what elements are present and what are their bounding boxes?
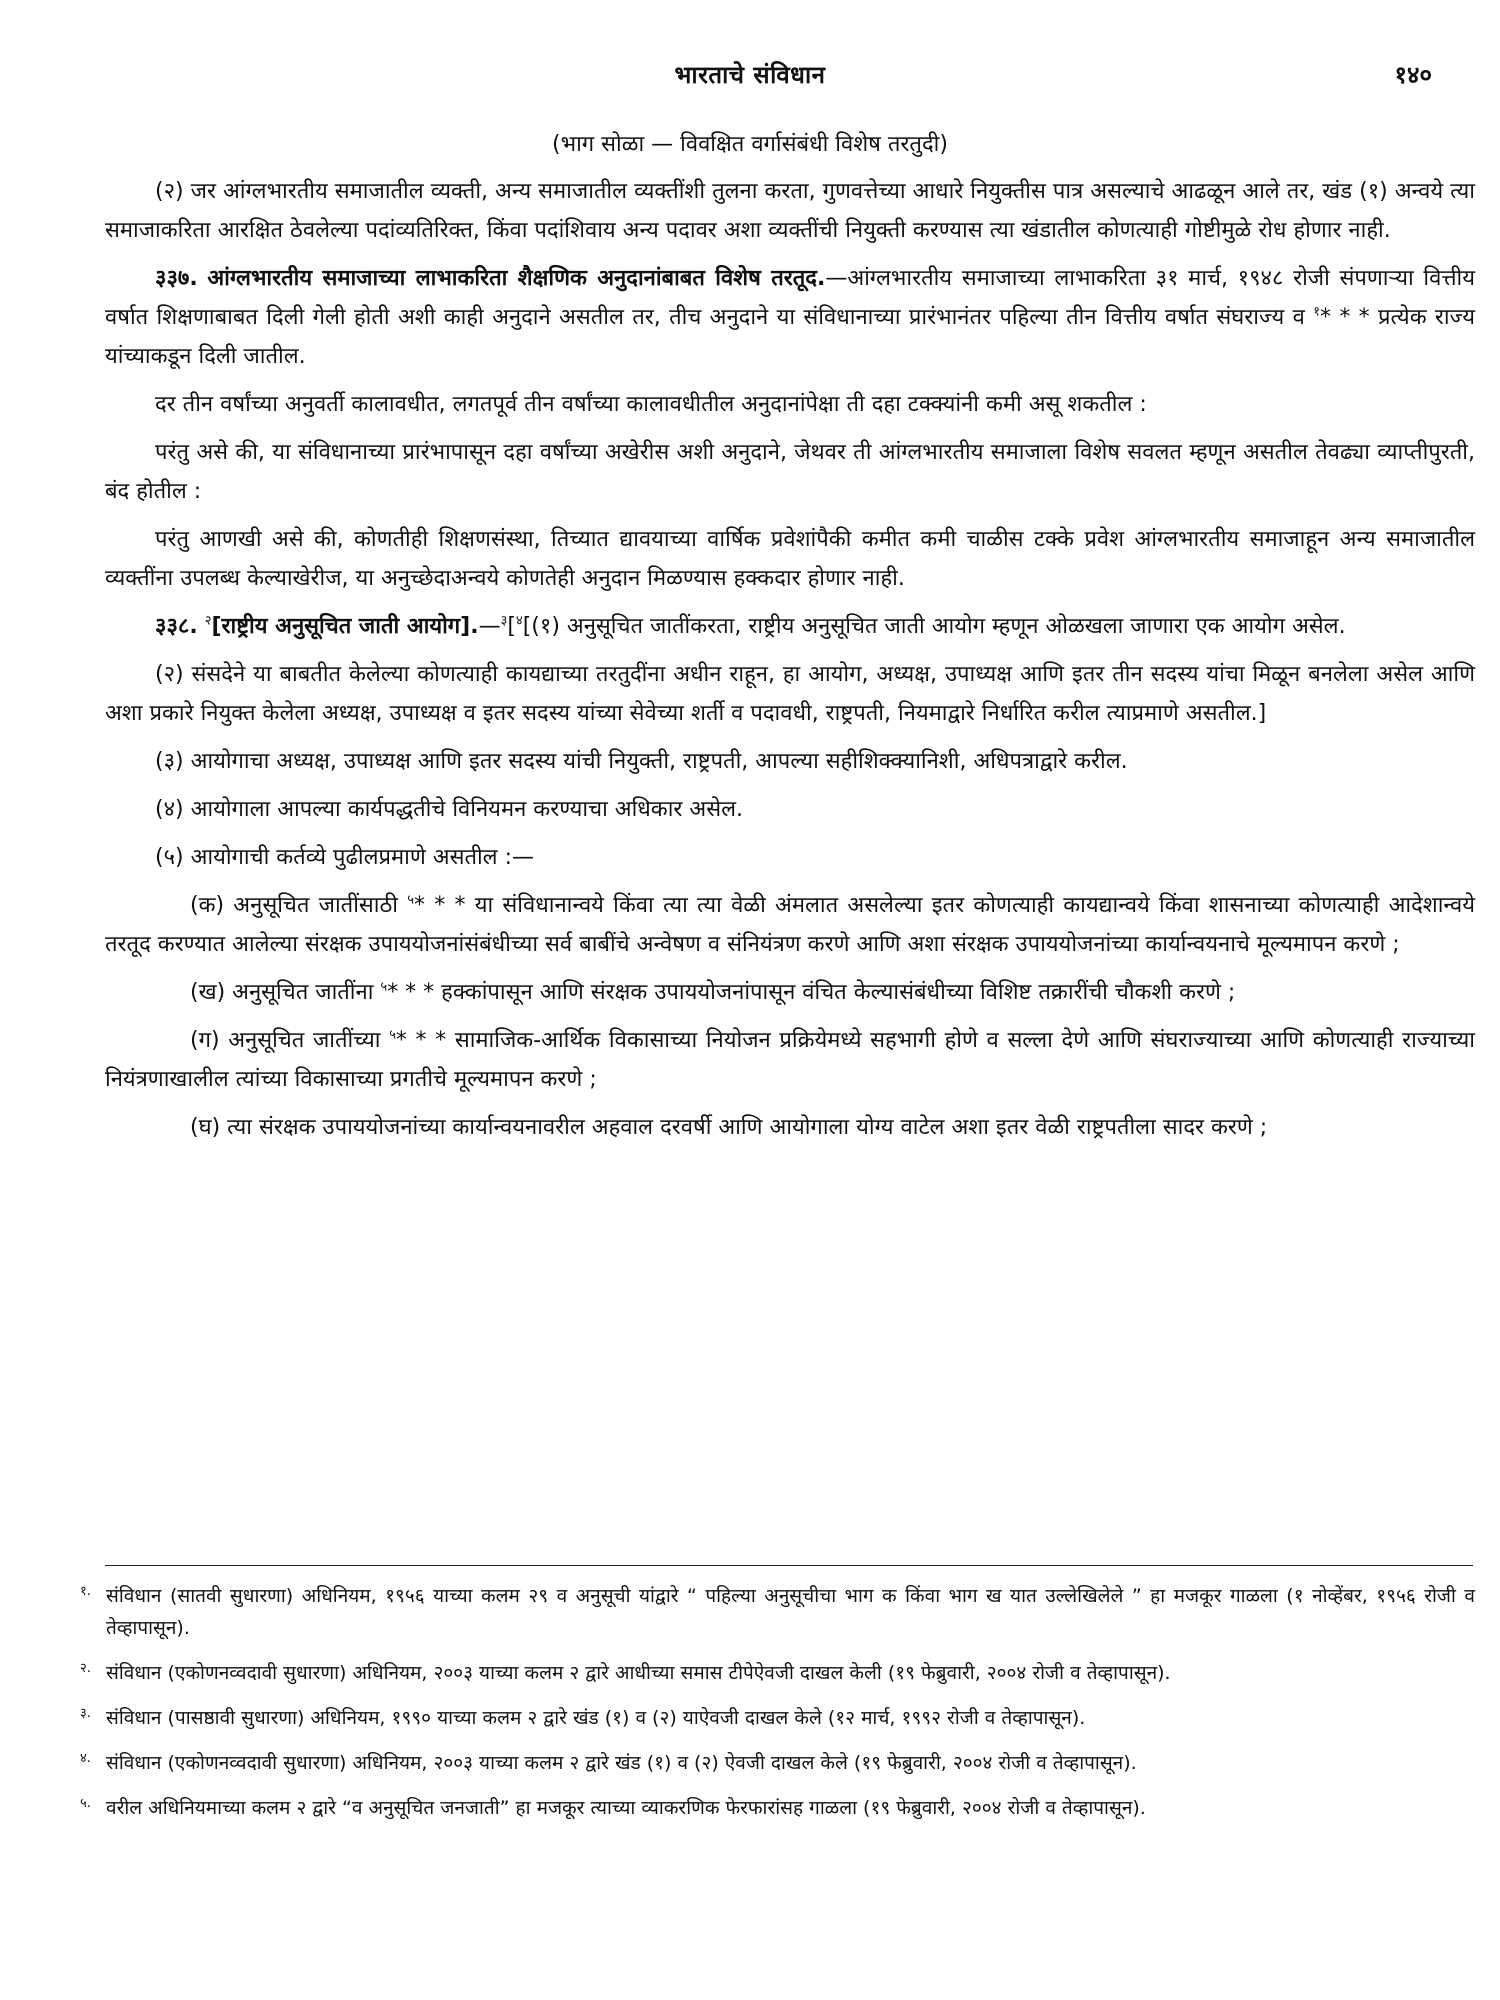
- proviso: परंतु आणखी असे की, कोणतीही शिक्षणसंस्था, तिच्यात द्यावयाच्या वार्षिक प्रवेशांपैकी कमीत कमी चाळीस टक्के प्रवेश आंग्लभारतीय समाजाहून अन्य समाजातील व्यक्तींना उपलब्ध केल्याखेरीज, या अनुच्छेदाअन्वये कोणतेही अनुदान मिळण्यास हक्कदार होणार नाही.: [105, 527, 1475, 591]
- sub-clause-ka: [105, 886, 1475, 964]
- article-text: * * * प्रत्येक राज्य यांच्याकडून दिली जातील.: [105, 305, 1475, 369]
- sub-clause-text: (ग) अनुसूचित जातींच्या: [190, 1028, 390, 1053]
- article-heading: आंग्लभारतीय समाजाच्या लाभाकरिता शैक्षणिक अनुदानांबाबत विशेष तरतूद.: [207, 266, 826, 291]
- part-subtitle: (भाग सोळा — विवक्षित वर्गासंबंधी विशेष तरतुदी): [552, 132, 948, 157]
- footnote-mark: २.: [80, 1661, 91, 1676]
- sub-clause-text: (ख) अनुसूचित जातींना: [190, 980, 381, 1005]
- footnote-mark: ४.: [80, 1751, 91, 1766]
- paragraph: दर तीन वर्षांच्या अनुवर्ती कालावधीत, लगतपूर्व तीन वर्षांच्या कालावधीतील अनुदानांपेक्षा ती दहा टक्क्यांनी कमी असू शकतील :: [155, 392, 1147, 417]
- footnote: [80, 1792, 1475, 1824]
- footnote-mark: ५.: [80, 1796, 91, 1811]
- footnote-divider: [105, 1565, 1473, 1566]
- footnote-text: संविधान (एकोणनव्वदावी सुधारणा) अधिनियम, २००३ याच्या कलम २ द्वारे खंड (१) व (२) ऐवजी दाखल केले (१९ फेब्रुवारी, २००४ रोजी व तेव्हापासून).: [106, 1752, 1137, 1774]
- body-text: [105, 172, 1475, 1156]
- footnote: [80, 1702, 1475, 1734]
- footnote-mark: ३.: [80, 1706, 91, 1721]
- article-text: [(१) अनुसूचित जातींकरता, राष्ट्रीय अनुसूचित जाती आयोग म्हणून ओळखला जाणारा एक आयोग असेल.: [522, 614, 1346, 639]
- article-number: ३३८.: [155, 614, 198, 639]
- sub-clause-gha: (घ) त्या संरक्षक उपाययोजनांच्या कार्यान्वयनावरील अहवाल दरवर्षी आणि आयोगाला योग्य वाटेल अशा इतर वेळी राष्ट्रपतीला सादर करणे ;: [190, 1115, 1268, 1140]
- sub-clause-text: * * * हक्कांपासून आणि संरक्षक उपाययोजनांपासून वंचित केल्यासंबंधीच्या विशिष्ट तक्रारींची चौकशी करणे ;: [387, 980, 1236, 1005]
- sub-clause-kha: [105, 973, 1475, 1012]
- footnote-ref: ३: [500, 613, 508, 629]
- clause-338-4: (४) आयोगाला आपल्या कार्यपद्धतीचे विनियमन करण्याचा अधिकार असेल.: [155, 797, 743, 822]
- clause-338-3: (३) आयोगाचा अध्यक्ष, उपाध्यक्ष आणि इतर सदस्य यांची नियुक्ती, राष्ट्रपती, आपल्या सहीशिक्क्यानिशी, अधिपत्राद्वारे करील.: [155, 749, 1128, 774]
- page-number: १४०: [1394, 61, 1432, 89]
- footnote-ref: ५: [389, 1027, 396, 1043]
- clause-338-5: (५) आयोगाची कर्तव्ये पुढीलप्रमाणे असतील :—: [155, 845, 535, 870]
- footnote-ref: ५: [407, 892, 414, 908]
- page-title: भारताचे संविधान: [674, 61, 826, 89]
- footnote-ref: १: [1313, 304, 1320, 320]
- article-337: [105, 259, 1475, 376]
- clause-336-2: (२) जर आंग्लभारतीय समाजातील व्यक्ती, अन्य समाजातील व्यक्तींशी तुलना करता, गुणवत्तेच्या आधारे नियुक्तीस पात्र असल्याचे आढळून आले तर, खंड (१) अन्वये त्या समाजाकरिता आरक्षित ठेवलेल्या पदांव्यतिरिक्त, किंवा पदांशिवाय अन्य पदावर अशा व्यक्तींची नियुक्ती करण्यास त्या खंडातील कोणत्याही गोष्टीमुळे रोध होणार नाही.: [105, 179, 1475, 243]
- article-text: —आंग्लभारतीय समाजाच्या लाभाकरिता ३१ मार्च, १९४८ रोजी संपणाऱ्या वित्तीय वर्षात शिक्षणाबाबत दिली गेली होती अशी काही अनुदाने असतील तर, तीच अनुदाने या संविधानाच्या प्रारंभानंतर पहिल्या तीन वित्तीय वर्षात संघराज्य व: [105, 266, 1475, 330]
- sub-clause-text: (क) अनुसूचित जातींसाठी: [190, 893, 408, 918]
- sub-clause-text: * * * सामाजिक-आर्थिक विकासाच्या नियोजन प्रक्रियेमध्ये सहभागी होणे व सल्ला देणे आणि संघराज्याच्या आणि कोणत्याही राज्याच्या नियंत्रणाखालील त्यांच्या विकासाच्या प्रगतीचे मूल्यमापन करणे ;: [105, 1028, 1476, 1092]
- article-heading: [राष्ट्रीय अनुसूचित जाती आयोग].: [211, 614, 479, 639]
- footnote-text: संविधान (सातवी सुधारणा) अधिनियम, १९५६ याच्या कलम २९ व अनुसूची यांद्वारे “ पहिल्या अनुसूचीचा भाग क किंवा भाग ख यात उल्लेखिलेले ” हा मजकूर गाळला (१ नोव्हेंबर, १९५६ रोजी व तेव्हापासून).: [106, 1585, 1475, 1639]
- sub-clause-text: * * * या संविधानान्वये किंवा त्या त्या वेळी अंमलात असलेल्या इतर कोणत्याही कायद्यान्वये किंवा शासनाच्या कोणत्याही आदेशान्वये तरतूद करण्यात आलेल्या संरक्षक उपाययोजनांसंबंधीच्या सर्व बाबींचे अन्वेषण व संनियंत्रण करणे आणि अशा संरक्षक उपाययोजनांच्या कार्यान्वयनाचे मूल्यमापन करणे ;: [105, 893, 1475, 957]
- article-number: ३३७.: [155, 266, 198, 291]
- article-338: [105, 607, 1475, 646]
- proviso: परंतु असे की, या संविधानाच्या प्रारंभापासून दहा वर्षांच्या अखेरीस अशी अनुदाने, जेथवर ती आंग्लभारतीय समाजाला विशेष सवलत म्हणून असतील तेवढ्या व्याप्तीपुरती, बंद होतील :: [105, 440, 1475, 504]
- footnote: [80, 1580, 1475, 1644]
- bracket: [: [507, 614, 516, 639]
- dash: —: [478, 614, 501, 639]
- sub-clause-ga: [105, 1021, 1475, 1099]
- footnote: [80, 1657, 1475, 1689]
- footnote-text: संविधान (पासष्ठावी सुधारणा) अधिनियम, १९९० याच्या कलम २ द्वारे खंड (१) व (२) याऐवजी दाखल केले (१२ मार्च, १९९२ रोजी व तेव्हापासून).: [106, 1707, 1086, 1729]
- clause-338-2: (२) संसदेने या बाबतीत केलेल्या कोणत्याही कायद्याच्या तरतुदींना अधीन राहून, हा आयोग, अध्यक्ष, उपाध्यक्ष आणि इतर तीन सदस्य यांचा मिळून बनलेला असेल आणि अशा प्रकारे नियुक्त केलेला अध्यक्ष, उपाध्यक्ष व इतर सदस्य यांच्या सेवेच्या शर्ती व पदावधी, राष्ट्रपती, नियमाद्वारे निर्धारित करील त्याप्रमाणे असतील.]: [105, 662, 1475, 726]
- footnote-text: संविधान (एकोणनव्वदावी सुधारणा) अधिनियम, २००३ याच्या कलम २ द्वारे आधीच्या समास टीपेऐवजी दाखल केली (१९ फेब्रुवारी, २००४ रोजी व तेव्हापासून).: [106, 1662, 1171, 1684]
- footnotes: [80, 1580, 1475, 1837]
- footnote-ref: २: [204, 613, 212, 629]
- footnote-ref: ५: [380, 979, 388, 995]
- footnote-mark: १.: [80, 1584, 91, 1599]
- footnote-text: वरील अधिनियमाच्या कलम २ द्वारे “व अनुसूचित जनजाती” हा मजकूर त्याच्या व्याकरणिक फेरफारांसह गाळला (१९ फेब्रुवारी, २००४ रोजी व तेव्हापासून).: [106, 1797, 1146, 1819]
- footnote-ref: ४: [515, 613, 523, 629]
- footnote: [80, 1747, 1475, 1779]
